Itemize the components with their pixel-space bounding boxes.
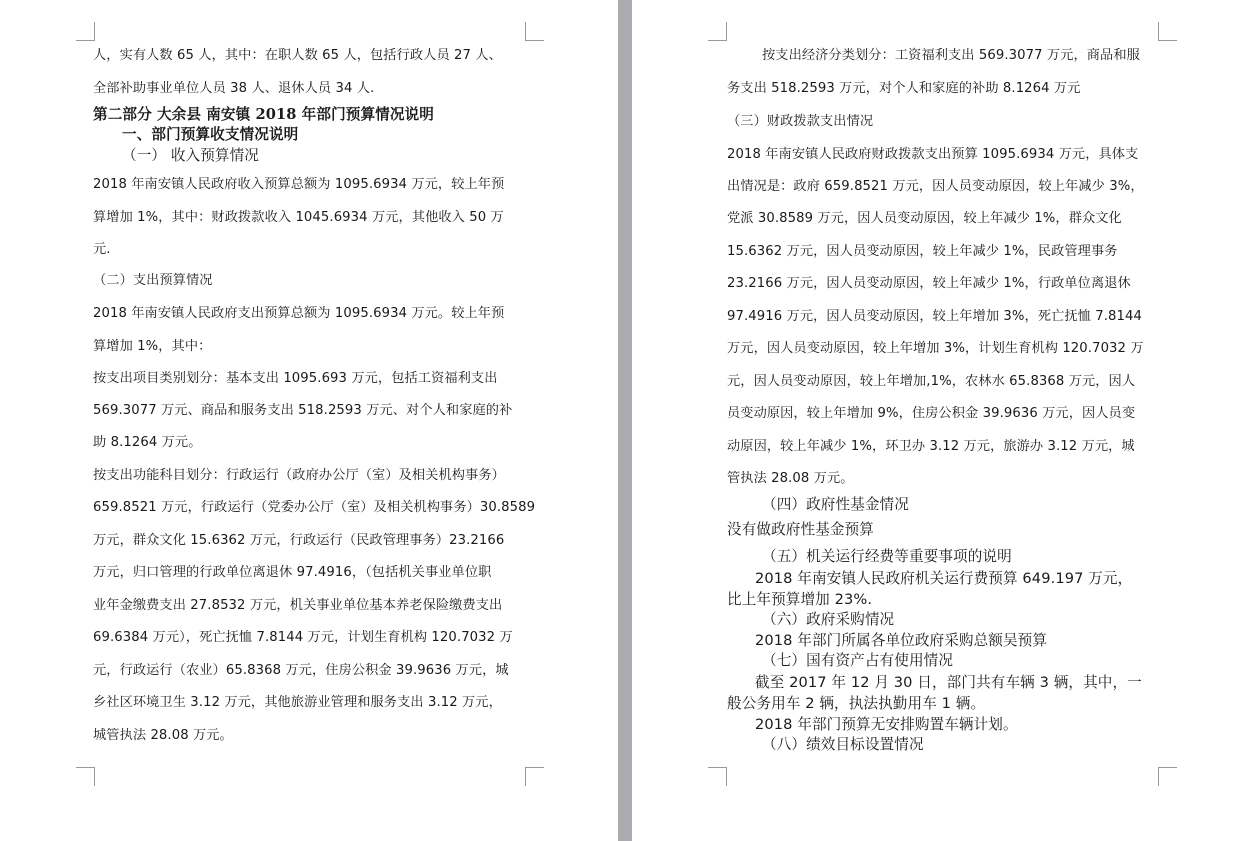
document-page-left (0, 0, 618, 841)
subsection-heading: （四）政府性基金情况 (762, 496, 909, 513)
text-line: 全部补助事业单位人员 38 人、退休人员 34 人. (93, 81, 375, 96)
subsection-heading: （二）支出预算情况 (93, 273, 213, 288)
text-line: 人，实有人数 65 人，其中：在职人数 65 人，包括行政人员 27 人、 (93, 48, 502, 63)
text-line: 元，行政运行（农业）65.8368 万元，住房公积金 39.9636 万元，城 (93, 663, 509, 678)
crop-mark (525, 767, 544, 786)
crop-mark (1158, 22, 1177, 41)
text-line: 万元，群众文化 15.6362 万元，行政运行（民政管理事务）23.2166 (93, 533, 505, 548)
text-line: 比上年预算增加 23%. (727, 591, 873, 608)
document-page-right (632, 0, 1251, 841)
subsection-heading: （七）国有资产占有使用情况 (762, 652, 954, 669)
text-line: 算增加 1%，其中：财政拨款收入 1045.6934 万元，其他收入 50 万 (93, 210, 504, 225)
text-line: 2018 年南安镇人民政府收入预算总额为 1095.6934 万元，较上年预 (93, 177, 505, 192)
text-line: 69.6384 万元），死亡抚恤 7.8144 万元，计划生育机构 120.7032 万 (93, 630, 513, 645)
text-line: 2018 年南安镇人民政府机关运行费预算 649.197 万元， (755, 570, 1133, 587)
text-line: 般公务用车 2 辆，执法执勤用车 1 辆。 (727, 695, 986, 712)
text-line: 2018 年南安镇人民政府财政拨款支出预算 1095.6934 万元，具体支 (727, 147, 1139, 162)
text-line: 出情况是：政府 659.8521 万元，因人员变动原因，较上年减少 3%， (727, 179, 1144, 194)
crop-mark (1158, 767, 1177, 786)
text-line: 员变动原因，较上年增加 9%，住房公积金 39.9636 万元，因人员变 (727, 406, 1136, 421)
crop-mark (708, 22, 727, 41)
text-line: 动原因，较上年减少 1%，环卫办 3.12 万元，旅游办 3.12 万元，城 (727, 439, 1135, 454)
text-line: 2018 年部门所属各单位政府采购总额吴预算 (755, 632, 1048, 649)
subsection-heading: （一） 收入预算情况 (122, 147, 259, 164)
crop-mark (76, 22, 95, 41)
text-line: 截至 2017 年 12 月 30 日，部门共有车辆 3 辆，其中，一 (755, 674, 1142, 691)
text-line: 元. (93, 242, 111, 257)
text-line: 城管执法 28.08 万元。 (93, 728, 233, 743)
text-line: 万元，归口管理的行政单位离退休 97.4916，（包括机关事业单位职 (93, 565, 492, 580)
text-line: 万元，因人员变动原因，较上年增加 3%，计划生育机构 120.7032 万 (727, 341, 1144, 356)
crop-mark (525, 22, 544, 41)
text-line: 乡社区环境卫生 3.12 万元，其他旅游业管理和服务支出 3.12 万元， (93, 695, 502, 710)
crop-mark (708, 767, 727, 786)
text-line: 没有做政府性基金预算 (727, 521, 874, 538)
subsection-heading: （六）政府采购情况 (762, 611, 895, 628)
text-line: 元，因人员变动原因，较上年增加,1%，农林水 65.8368 万元，因人 (727, 374, 1136, 389)
text-line: 助 8.1264 万元。 (93, 435, 202, 450)
text-line: 569.3077 万元、商品和服务支出 518.2593 万元、对个人和家庭的补 (93, 403, 513, 418)
subsection-heading: （八）绩效目标设置情况 (762, 736, 924, 753)
text-line: 按支出功能科目划分：行政运行（政府办公厅（室）及相关机构事务） (93, 468, 505, 483)
text-line: 党派 30.8589 万元，因人员变动原因，较上年减少 1%，群众文化 (727, 211, 1122, 226)
text-line: 按支出经济分类划分：工资福利支出 569.3077 万元，商品和服 (762, 48, 1140, 63)
section-heading: 第二部分 大余县 南安镇 2018 年部门预算情况说明 (93, 106, 434, 123)
text-line: 659.8521 万元，行政运行（党委办公厅（室）及相关机构事务）30.8589 (93, 500, 536, 515)
text-line: 97.4916 万元，因人员变动原因，较上年增加 3%，死亡抚恤 7.8144 (727, 309, 1143, 324)
text-line: 管执法 28.08 万元。 (727, 471, 854, 486)
text-line: 15.6362 万元，因人员变动原因，较上年减少 1%，民政管理事务 (727, 244, 1118, 259)
subsection-heading: （三）财政拨款支出情况 (727, 114, 874, 129)
text-line: 业年金缴费支出 27.8532 万元，机关事业单位基本养老保险缴费支出 (93, 598, 503, 613)
text-line: 务支出 518.2593 万元，对个人和家庭的补助 8.1264 万元 (727, 81, 1081, 96)
text-line: 按支出项目类别划分：基本支出 1095.693 万元，包括工资福利支出 (93, 371, 498, 386)
subsection-heading: 一、部门预算收支情况说明 (122, 126, 299, 143)
text-line: 2018 年南安镇人民政府支出预算总额为 1095.6934 万元。较上年预 (93, 306, 505, 321)
text-line: 算增加 1%，其中： (93, 339, 212, 354)
text-line: 23.2166 万元，因人员变动原因，较上年减少 1%，行政单位离退休 (727, 276, 1131, 291)
text-line: 2018 年部门预算无安排购置车辆计划。 (755, 716, 1018, 733)
subsection-heading: （五）机关运行经费等重要事项的说明 (762, 548, 1012, 565)
page-gutter (618, 0, 632, 841)
crop-mark (76, 767, 95, 786)
